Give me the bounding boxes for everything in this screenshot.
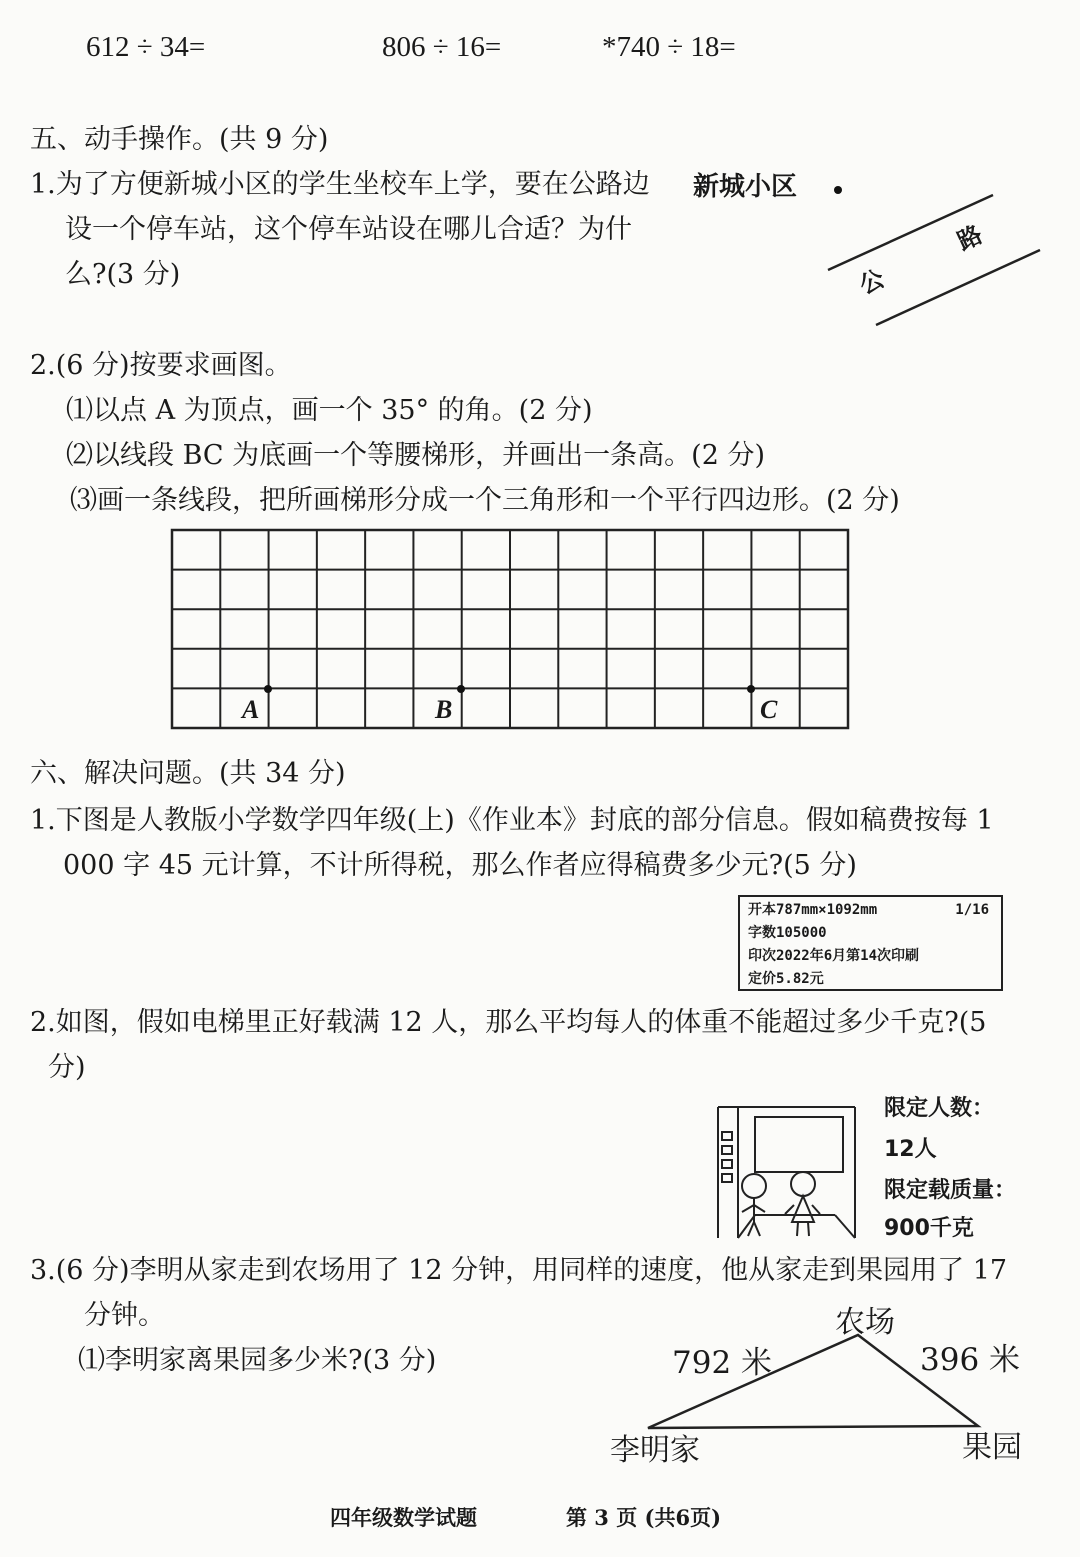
s6-q1-line1: 1.下图是人教版小学数学四年级(上)《作业本》封底的部分信息。假如稿费按每 1 <box>30 805 994 836</box>
limit-mass-label: 限定载质量： <box>884 1178 1017 1203</box>
s6-q3-line1: 3.(6 分)李明从家走到农场用了 12 分钟，用同样的速度，他从家走到果园用了 17 <box>30 1255 1008 1286</box>
community-dot <box>834 186 842 194</box>
point-b-dot <box>457 685 465 693</box>
road-label-1: 公 <box>855 264 889 300</box>
point-a-dot <box>264 685 272 693</box>
road-label-2: 路 <box>953 220 987 256</box>
dist-home-farm: 792 米 <box>672 1345 773 1381</box>
section6-title: 六、解决问题。(共 34 分) <box>30 758 346 789</box>
section5-title: 五、动手操作。(共 9 分) <box>30 124 329 155</box>
s5-q2-sub2: ⑵以线段 BC 为底画一个等腰梯形，并画出一条高。(2 分) <box>66 440 765 471</box>
elevator-illustration <box>718 1107 855 1238</box>
road-edge-bottom <box>876 250 1040 325</box>
calc-q1: 612 ÷ 34= <box>86 31 206 63</box>
point-b-label: B <box>435 695 453 724</box>
info-format: 开本787mm×1092mm <box>748 902 878 918</box>
community-label: 新城小区 <box>693 172 798 202</box>
dist-farm-orchard: 396 米 <box>920 1342 1021 1378</box>
farm-label: 农场 <box>835 1305 895 1340</box>
s6-q1-line2: 000 字 45 元计算，不计所得税，那么作者应得稿费多少元?(5 分) <box>63 850 857 881</box>
point-a-label: A <box>242 695 260 724</box>
book-info-box <box>738 895 1003 991</box>
s5-q2-sub3: ⑶画一条线段，把所画梯形分成一个三角形和一个平行四边形。(2 分) <box>70 485 900 516</box>
s5-q1-line3: 么?(3 分) <box>65 259 181 290</box>
calc-q2: 806 ÷ 16= <box>382 31 502 63</box>
point-c-label: C <box>760 695 778 724</box>
s6-q2-line2: 分) <box>48 1052 86 1083</box>
road-edge-top <box>828 195 993 270</box>
info-format-fraction: 1/16 <box>955 902 989 918</box>
point-c-dot <box>747 685 755 693</box>
limit-mass-value: 900千克 <box>884 1216 974 1241</box>
s6-q3-sub1: ⑴李明家离果园多少米?(3 分) <box>78 1345 437 1376</box>
footer-page: 第 3 页 (共6页) <box>566 1505 722 1530</box>
drawing-grid <box>172 530 848 728</box>
info-price: 定价5.82元 <box>748 971 824 987</box>
s6-q3-line2: 分钟。 <box>84 1300 165 1331</box>
s5-q2-sub1: ⑴以点 A 为顶点，画一个 35° 的角。(2 分) <box>66 395 593 426</box>
limit-people-value: 12人 <box>884 1137 937 1162</box>
s5-q2-title: 2.(6 分)按要求画图。 <box>30 350 292 381</box>
footer-subject: 四年级数学试题 <box>330 1505 477 1530</box>
limit-people-label: 限定人数： <box>884 1096 995 1121</box>
s5-q1-line2: 设一个停车站，这个停车站设在哪儿合适？为什 <box>65 214 632 245</box>
calc-q3: *740 ÷ 18= <box>602 31 736 63</box>
orchard-label: 果园 <box>962 1430 1022 1465</box>
s5-q1-line1: 1.为了方便新城小区的学生坐校车上学，要在公路边 <box>30 169 650 200</box>
s6-q2-line1: 2.如图，假如电梯里正好载满 12 人，那么平均每人的体重不能超过多少千克?(5 <box>30 1007 987 1038</box>
info-printing: 印次2022年6月第14次印刷 <box>748 948 920 964</box>
info-words: 字数105000 <box>748 925 827 941</box>
home-label: 李明家 <box>610 1433 700 1468</box>
